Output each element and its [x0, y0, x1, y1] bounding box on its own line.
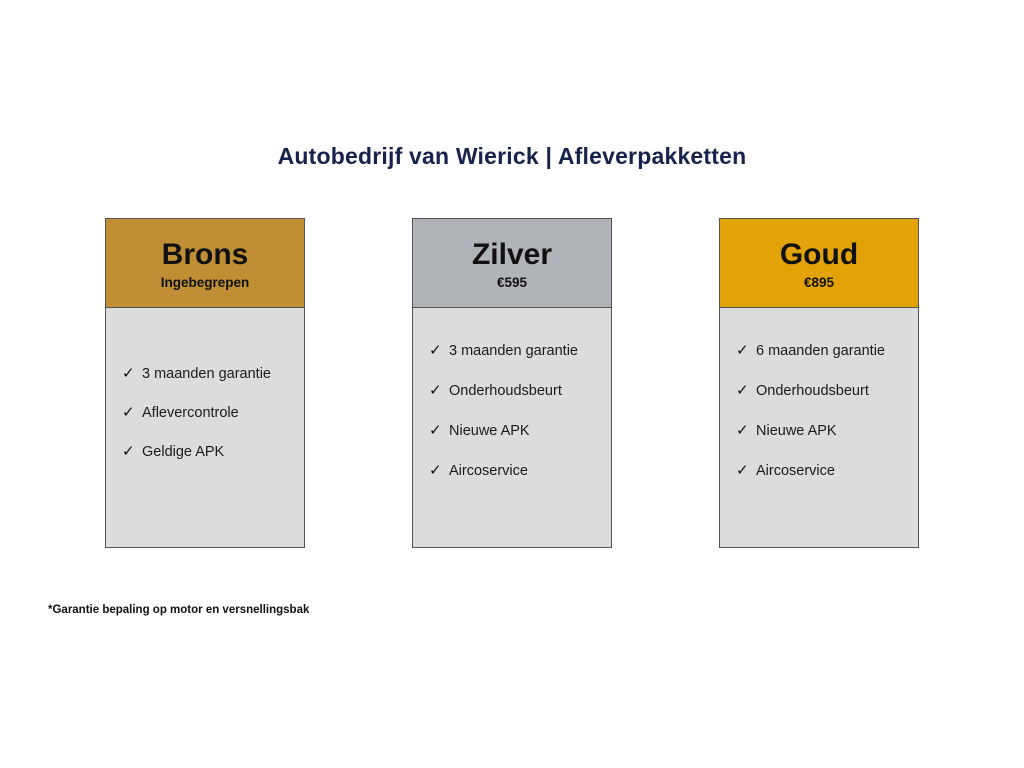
feature-label: Aircoservice — [756, 463, 835, 479]
card-body-zilver — [413, 308, 611, 547]
feature-label: 6 maanden garantie — [756, 343, 885, 359]
list-item — [736, 462, 918, 480]
package-price: Ingebegrepen — [160, 275, 250, 290]
package-card-brons — [105, 218, 305, 548]
package-name: Zilver — [471, 238, 553, 271]
list-item — [429, 422, 611, 440]
footnote: *Garantie bepaling op motor en versnellingsbak — [48, 604, 310, 616]
package-price: €595 — [496, 275, 528, 290]
list-item — [429, 342, 611, 360]
card-header-zilver — [413, 219, 611, 308]
card-header-brons — [106, 219, 304, 308]
feature-label: Aflevercontrole — [142, 405, 239, 421]
list-item — [429, 382, 611, 400]
check-icon: ✓ — [122, 443, 135, 460]
feature-label: Aircoservice — [449, 463, 528, 479]
list-item — [429, 462, 611, 480]
list-item — [736, 342, 918, 360]
package-price: €895 — [803, 275, 835, 290]
feature-label: Nieuwe APK — [756, 423, 837, 439]
list-item — [122, 404, 304, 422]
feature-label: Onderhoudsbeurt — [756, 383, 869, 399]
check-icon: ✓ — [429, 382, 442, 399]
check-icon: ✓ — [122, 365, 135, 382]
list-item — [736, 382, 918, 400]
card-header-goud — [720, 219, 918, 308]
feature-label: 3 maanden garantie — [449, 343, 578, 359]
check-icon: ✓ — [736, 422, 749, 439]
package-cards — [105, 218, 919, 548]
page-title: Autobedrijf van Wierick | Afleverpakketten — [277, 143, 747, 169]
check-icon: ✓ — [736, 462, 749, 479]
check-icon: ✓ — [122, 404, 135, 421]
list-item — [122, 365, 304, 383]
package-card-zilver — [412, 218, 612, 548]
check-icon: ✓ — [736, 342, 749, 359]
card-body-goud — [720, 308, 918, 547]
list-item — [122, 443, 304, 461]
check-icon: ✓ — [736, 382, 749, 399]
package-name: Goud — [779, 238, 859, 271]
feature-label: Nieuwe APK — [449, 423, 530, 439]
feature-label: Geldige APK — [142, 444, 225, 460]
list-item — [736, 422, 918, 440]
check-icon: ✓ — [429, 422, 442, 439]
check-icon: ✓ — [429, 342, 442, 359]
package-card-goud — [719, 218, 919, 548]
feature-label: Onderhoudsbeurt — [449, 383, 562, 399]
feature-label: 3 maanden garantie — [142, 366, 271, 382]
check-icon: ✓ — [429, 462, 442, 479]
card-body-brons — [106, 308, 304, 547]
package-name: Brons — [161, 238, 249, 271]
